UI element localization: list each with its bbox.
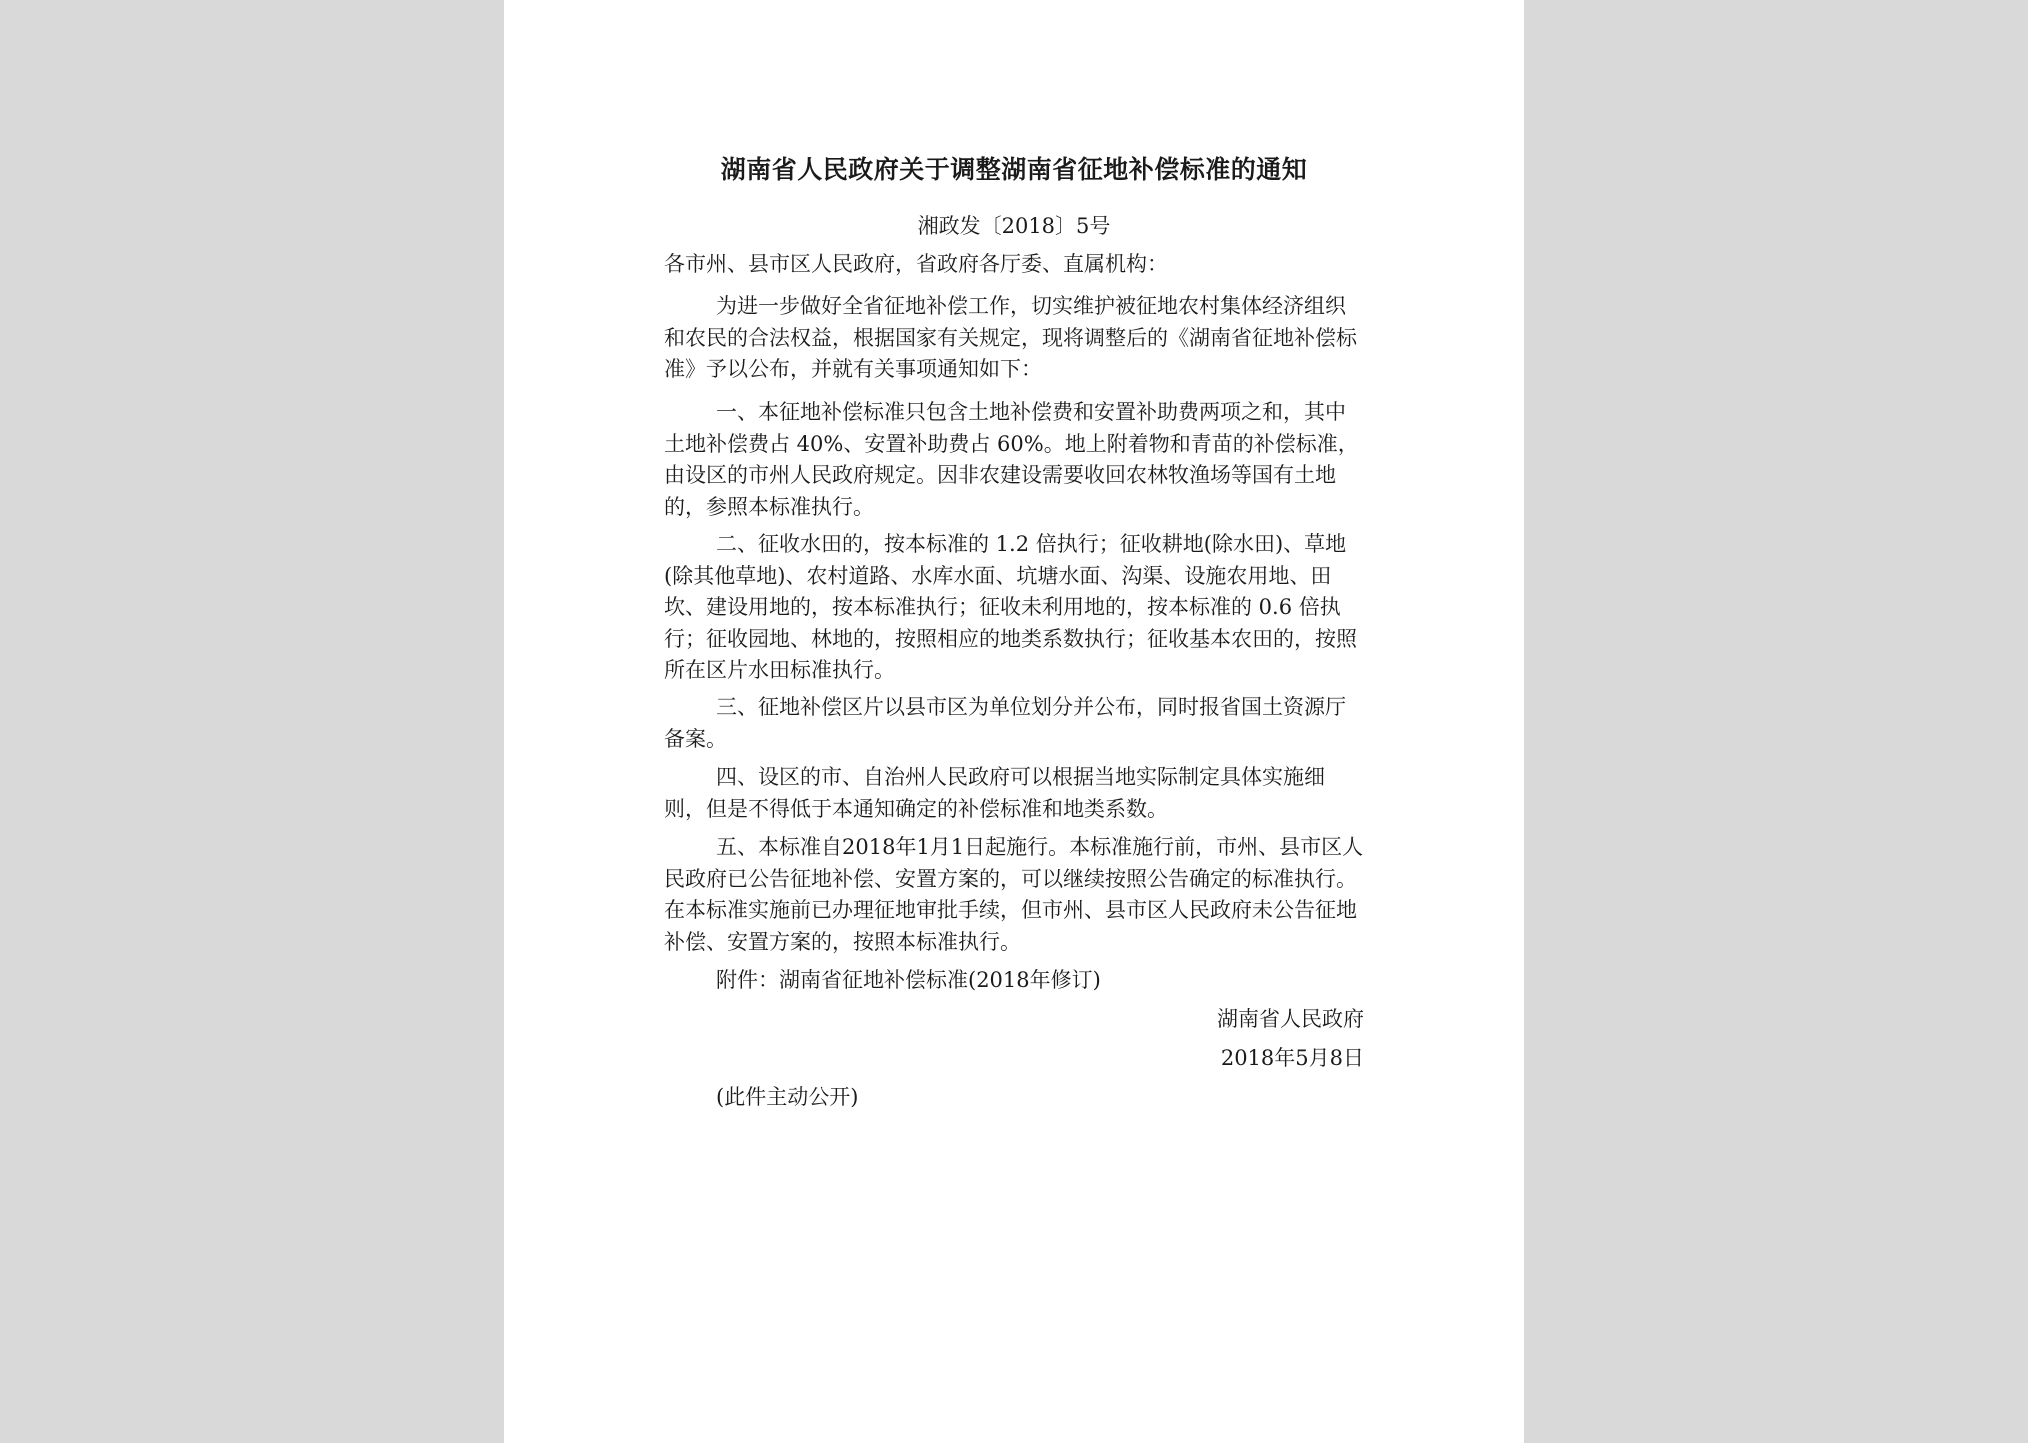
paragraph-item-3: 三、征地补偿区片以县市区为单位划分并公布，同时报省国土资源厅备案。 — [664, 695, 1346, 751]
disclosure-note: (此件主动公开) — [716, 1085, 859, 1109]
paragraph-intro: 为进一步做好全省征地补偿工作，切实维护被征地农村集体经济组织和农民的合法权益，根据国家有关规定，现将调整后的《湖南省征地补偿标准》予以公布，并就有关事项通知如下： — [664, 294, 1357, 381]
paragraph-item-2: 二、征收水田的，按本标准的 1.2 倍执行；征收耕地(除水田)、草地(除其他草地)、农村道路、水库水面、坑塘水面、沟渠、设施农用地、田坎、建设用地的，按本标准执行；征收未利用地的，按本标准的 0.6 倍执行；征收园地、林地的，按照相应的地类系数执行；征收基本农田的，按照所在区片水田标准执行。 — [664, 532, 1357, 682]
salutation: 各市州、县市区人民政府，省政府各厅委、直属机构： — [664, 252, 1168, 276]
paragraph-item-5: 五、本标准自2018年1月1日起施行。本标准施行前，市州、县市区人民政府已公告征地补偿、安置方案的，可以继续按照公告确定的标准执行。在本标准实施前已办理征地审批手续，但市州、县市区人民政府未公告征地补偿、安置方案的，按照本标准执行。 — [664, 835, 1364, 954]
document-number: 湘政发〔2018〕5号 — [917, 214, 1111, 238]
attachment-line: 附件：湖南省征地补偿标准(2018年修订) — [716, 968, 1101, 992]
document-page — [504, 0, 1524, 1443]
issuer-signature: 湖南省人民政府 — [1217, 1007, 1364, 1031]
paragraph-item-1: 一、本征地补偿标准只包含土地补偿费和安置补助费两项之和，其中土地补偿费占 40%、安置补助费占 60%。地上附着物和青苗的补偿标准，由设区的市州人民政府规定。因非农建设需要收回农林牧渔场等国有土地的，参照本标准执行。 — [664, 400, 1359, 519]
paragraph-item-4: 四、设区的市、自治州人民政府可以根据当地实际制定具体实施细则，但是不得低于本通知确定的补偿标准和地类系数。 — [664, 765, 1325, 821]
issue-date: 2018年5月8日 — [1220, 1046, 1364, 1070]
document-title: 湖南省人民政府关于调整湖南省征地补偿标准的通知 — [720, 155, 1308, 184]
